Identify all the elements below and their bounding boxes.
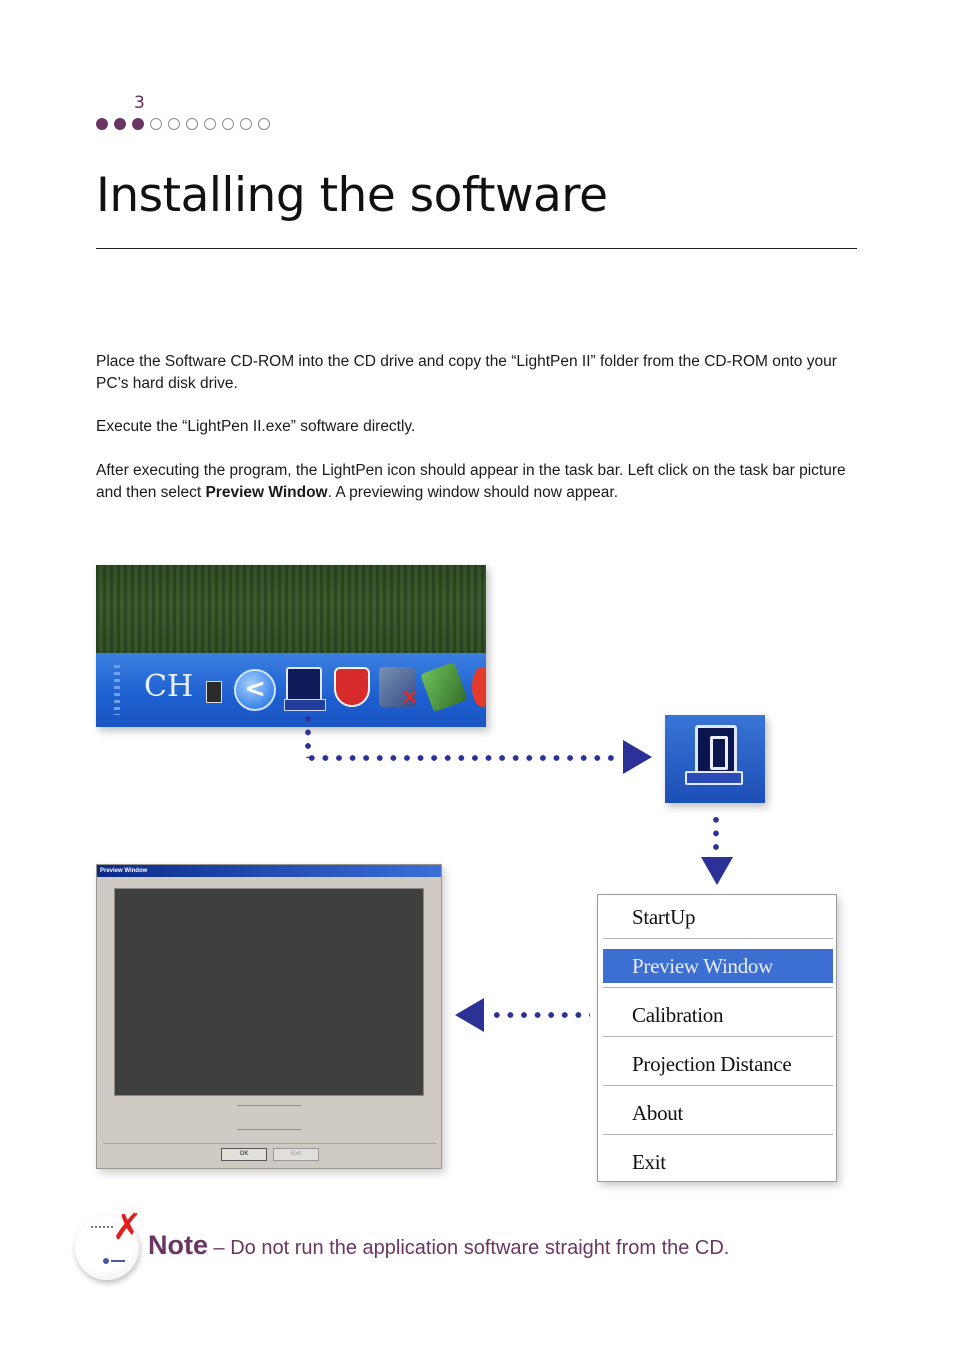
preview-exit-button[interactable]: Exit xyxy=(273,1148,319,1161)
progress-dot-empty xyxy=(168,118,180,130)
language-indicator[interactable]: CH xyxy=(144,669,194,704)
lightpen-tray-icon[interactable] xyxy=(286,667,322,707)
progress-dot-empty xyxy=(222,118,234,130)
menu-item-preview-window[interactable]: Preview Window xyxy=(603,949,833,983)
menu-item-exit[interactable]: Exit xyxy=(632,1150,666,1174)
instruction-execute: Execute the “LightPen II.exe” software directly. xyxy=(96,418,416,435)
preview-message-rule xyxy=(237,1129,301,1130)
tray-grip-handle[interactable] xyxy=(114,665,120,715)
preview-window-titlebar: Preview Window xyxy=(97,865,441,877)
menu-separator xyxy=(603,1085,833,1087)
note-label: Note xyxy=(148,1230,208,1260)
preview-display-area xyxy=(114,888,424,1096)
taskbar-screenshot xyxy=(96,565,486,727)
progress-dot-empty xyxy=(150,118,162,130)
menu-separator xyxy=(603,938,833,940)
arrow-down-icon xyxy=(701,857,733,885)
progress-dot-filled xyxy=(132,118,144,130)
preview-ok-button[interactable]: OK xyxy=(221,1148,267,1161)
connector-vertical-dots xyxy=(305,712,311,758)
progress-dot-empty xyxy=(204,118,216,130)
progress-dot-empty xyxy=(258,118,270,130)
menu-item-about[interactable]: About xyxy=(632,1101,684,1125)
instruction-preview: After executing the program, the LightPen icon should appear in the task bar. Left click on the task bar picture and then select Preview Window. A previewing window should now appear. xyxy=(96,462,846,501)
tray-expand-chevron-icon[interactable]: < xyxy=(234,669,276,711)
lightpen-icon-enlarged xyxy=(665,715,765,803)
lightpen-icon-screen xyxy=(695,725,737,775)
page-progress-dots xyxy=(96,118,270,130)
menu-separator xyxy=(603,987,833,989)
menu-item-startup[interactable]: StartUp xyxy=(632,905,696,929)
menu-separator xyxy=(603,1134,833,1136)
connector-left-dots xyxy=(490,1012,590,1018)
title-divider xyxy=(96,248,857,249)
usb-icon[interactable] xyxy=(420,662,468,712)
note-text: – Do not run the application software straight from the CD. xyxy=(208,1237,730,1259)
preview-window-screenshot xyxy=(96,864,442,1169)
network-disconnected-icon[interactable] xyxy=(379,667,415,707)
menu-item-projection-distance[interactable]: Projection Distance xyxy=(632,1052,792,1076)
page-number: 3 xyxy=(134,93,145,113)
progress-dot-filled xyxy=(114,118,126,130)
connector-horizontal-dots xyxy=(305,755,621,761)
system-tray xyxy=(96,653,486,727)
input-method-icon[interactable] xyxy=(206,681,222,703)
preview-divider xyxy=(103,1143,437,1144)
shield-icon[interactable] xyxy=(334,667,370,707)
page-title: Installing the software xyxy=(96,168,608,223)
arrow-right-icon xyxy=(623,740,652,774)
desktop-background xyxy=(96,565,486,655)
preview-window-emphasis: Preview Window xyxy=(205,484,328,501)
lightpen-context-menu xyxy=(597,894,837,1182)
preview-message-rule xyxy=(237,1105,301,1106)
menu-separator xyxy=(603,1036,833,1038)
tray-partial-icon[interactable] xyxy=(472,667,486,707)
instruction-copy-folder: Place the Software CD-ROM into the CD drive and copy the “LightPen II” folder from the CD-ROM onto your PC’s hard disk drive. xyxy=(96,353,837,392)
warning-x-icon: ✗ xyxy=(112,1207,143,1248)
note xyxy=(148,1230,729,1261)
connector-down-dots xyxy=(713,813,719,853)
menu-item-calibration[interactable]: Calibration xyxy=(632,1003,724,1027)
progress-dot-empty xyxy=(186,118,198,130)
arrow-left-icon xyxy=(455,998,484,1032)
progress-dot-filled xyxy=(96,118,108,130)
lightpen-icon-base xyxy=(685,771,743,785)
progress-dot-empty xyxy=(240,118,252,130)
